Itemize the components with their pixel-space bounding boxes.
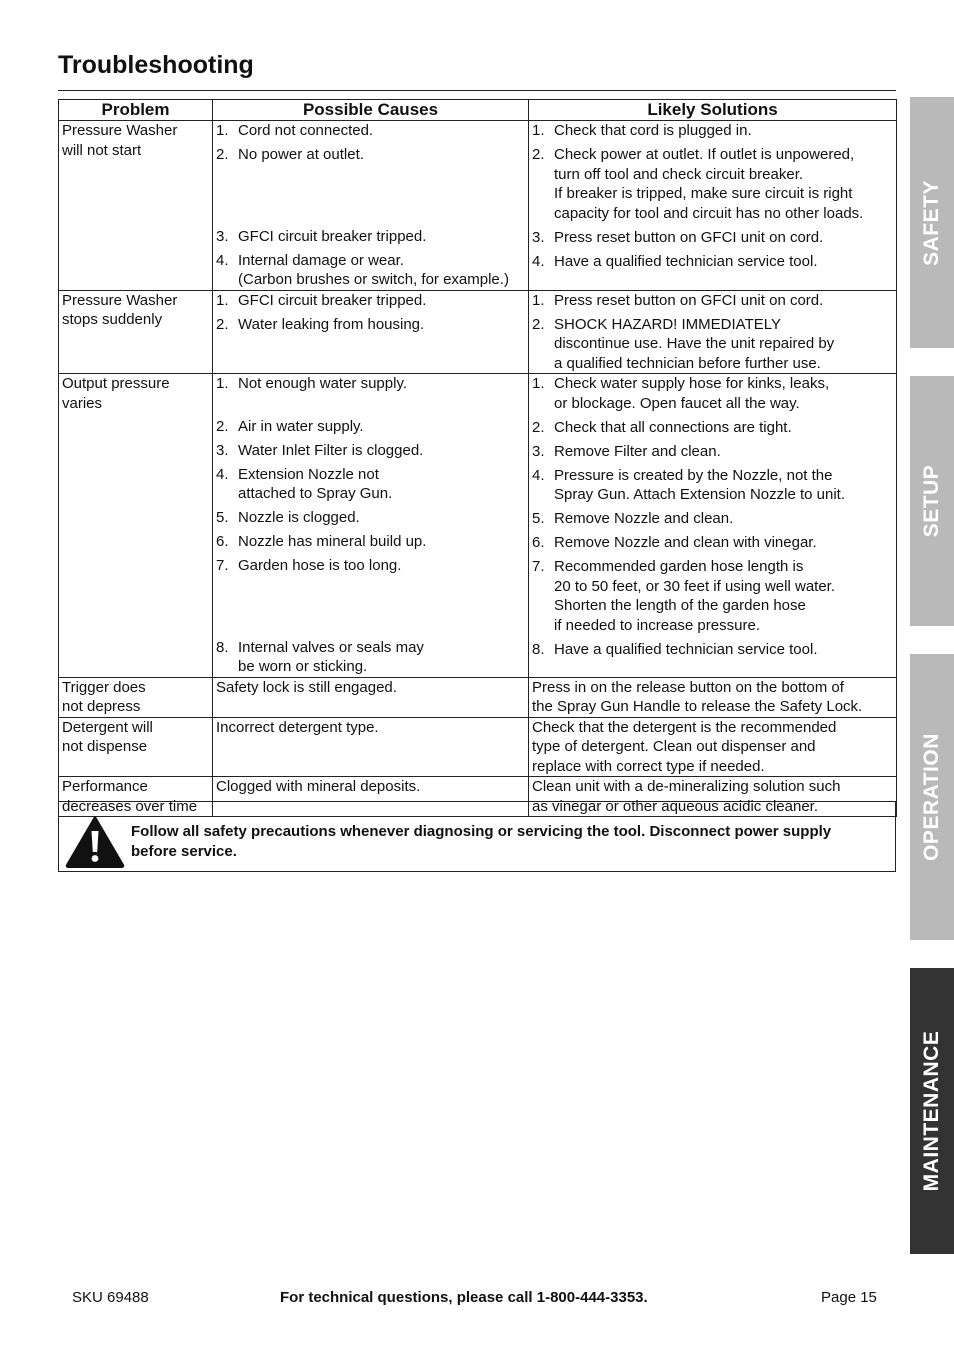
- table-row: [59, 121, 897, 291]
- solution-item: 7. Recommended garden hose length is 20 to 50 feet, or 30 feet if using well water. Shorten the length of the garden hose if needed to increase pressure.: [532, 558, 836, 634]
- solution-item: 2. SHOCK HAZARD! IMMEDIATELY discontinue use. Have the unit repaired by a qualified technician before further use.: [532, 315, 835, 372]
- table-header-row: [59, 100, 897, 121]
- tab-operation[interactable]: OPERATION: [910, 654, 954, 940]
- tab-maintenance[interactable]: MAINTENANCE: [910, 968, 954, 1254]
- solution-item: 5. Remove Nozzle and clean.: [532, 510, 734, 527]
- problem-cell: Pressure Washer stops suddenly: [59, 290, 213, 374]
- footer-page-number: Page 15: [821, 1289, 877, 1306]
- problem-cell: Performance decreases over time: [59, 777, 213, 817]
- cause-item: 5. Nozzle is clogged.: [216, 509, 360, 526]
- warning-exclamation-icon: [65, 815, 125, 868]
- causes-cell: [213, 121, 529, 291]
- problem-cell: Pressure Washer will not start: [59, 121, 213, 291]
- table-row: [59, 290, 897, 374]
- cause-item: 2. No power at outlet.: [216, 146, 364, 163]
- solution-item: 1. Check water supply hose for kinks, leaks, or blockage. Open faucet all the way.: [532, 375, 830, 412]
- solution-item: 3. Press reset button on GFCI unit on cord.: [532, 228, 824, 246]
- header-likely-solutions: Likely Solutions: [529, 100, 897, 121]
- cause-item: 8. Internal valves or seals may be worn or sticking.: [216, 638, 424, 675]
- title-divider: [58, 90, 896, 91]
- cause-item: 4. Extension Nozzle not attached to Spray Gun.: [216, 465, 393, 502]
- page-title: Troubleshooting: [58, 51, 254, 79]
- cause-cell: Incorrect detergent type.: [213, 717, 529, 777]
- cause-item: 2. Water leaking from housing.: [216, 315, 425, 333]
- solution-item: 1. Press reset button on GFCI unit on cord.: [532, 291, 824, 309]
- cause-cell: Clogged with mineral deposits.: [213, 777, 529, 817]
- solution-item: 3. Remove Filter and clean.: [532, 442, 721, 460]
- solution-item: 2. Check power at outlet. If outlet is unpowered, turn off tool and check circuit breaker. If breaker is tripped, make sure circuit is right capacity for tool and circuit has no other loads.: [532, 146, 864, 222]
- solution-item: 2. Check that all connections are tight.: [532, 418, 792, 436]
- cause-item: 6. Nozzle has mineral build up.: [216, 533, 427, 550]
- warning-text: Follow all safety precautions whenever diagnosing or servicing the tool. Disconnect power supply before service.: [131, 823, 832, 860]
- solutions-cell: [529, 121, 897, 291]
- header-problem: Problem: [59, 100, 213, 121]
- cause-item: 3. GFCI circuit breaker tripped.: [216, 227, 427, 245]
- safety-warning-box: [58, 801, 896, 872]
- problem-cell: Detergent will not dispense: [59, 717, 213, 777]
- cause-item: 7. Garden hose is too long.: [216, 557, 402, 574]
- table-row: [59, 374, 897, 678]
- footer-tech-support: For technical questions, please call 1-800-444-3353.: [280, 1289, 648, 1306]
- solutions-cell: [529, 374, 897, 678]
- troubleshooting-table: [58, 99, 897, 817]
- causes-cell: [213, 290, 529, 374]
- problem-cell: Trigger does not depress: [59, 677, 213, 717]
- cause-item: 1. Not enough water supply.: [216, 375, 407, 392]
- solution-item: 6. Remove Nozzle and clean with vinegar.: [532, 534, 817, 551]
- troubleshooting-table-wrap: [58, 99, 896, 817]
- cause-item: 1. GFCI circuit breaker tripped.: [216, 291, 427, 309]
- tab-setup[interactable]: SETUP: [910, 376, 954, 626]
- footer-sku: SKU 69488: [72, 1289, 149, 1306]
- causes-cell: [213, 374, 529, 678]
- table-row: [59, 717, 897, 777]
- cause-item: 1. Cord not connected.: [216, 122, 374, 139]
- cause-cell: Safety lock is still engaged.: [213, 677, 529, 717]
- solution-item: 1. Check that cord is plugged in.: [532, 122, 752, 139]
- table-row: [59, 677, 897, 717]
- cause-item: 4. Internal damage or wear. (Carbon brushes or switch, for example.): [216, 251, 509, 288]
- solution-item: 4. Have a qualified technician service tool.: [532, 252, 818, 270]
- cause-item: 3. Water Inlet Filter is clogged.: [216, 441, 424, 459]
- solution-cell: Clean unit with a de-mineralizing solution such as vinegar or other aqueous acidic cleaner.: [529, 777, 897, 817]
- solution-item: 4. Pressure is created by the Nozzle, not the Spray Gun. Attach Extension Nozzle to unit.: [532, 466, 845, 503]
- solution-cell: Press in on the release button on the bottom of the Spray Gun Handle to release the Safety Lock.: [529, 677, 897, 717]
- solution-cell: Check that the detergent is the recommended type of detergent. Clean out dispenser and replace with correct type if needed.: [529, 717, 897, 777]
- solution-item: 8. Have a qualified technician service tool.: [532, 640, 818, 658]
- cause-item: 2. Air in water supply.: [216, 417, 364, 435]
- tab-safety[interactable]: SAFETY: [910, 97, 954, 348]
- solutions-cell: [529, 290, 897, 374]
- header-possible-causes: Possible Causes: [213, 100, 529, 121]
- problem-cell: Output pressure varies: [59, 374, 213, 678]
